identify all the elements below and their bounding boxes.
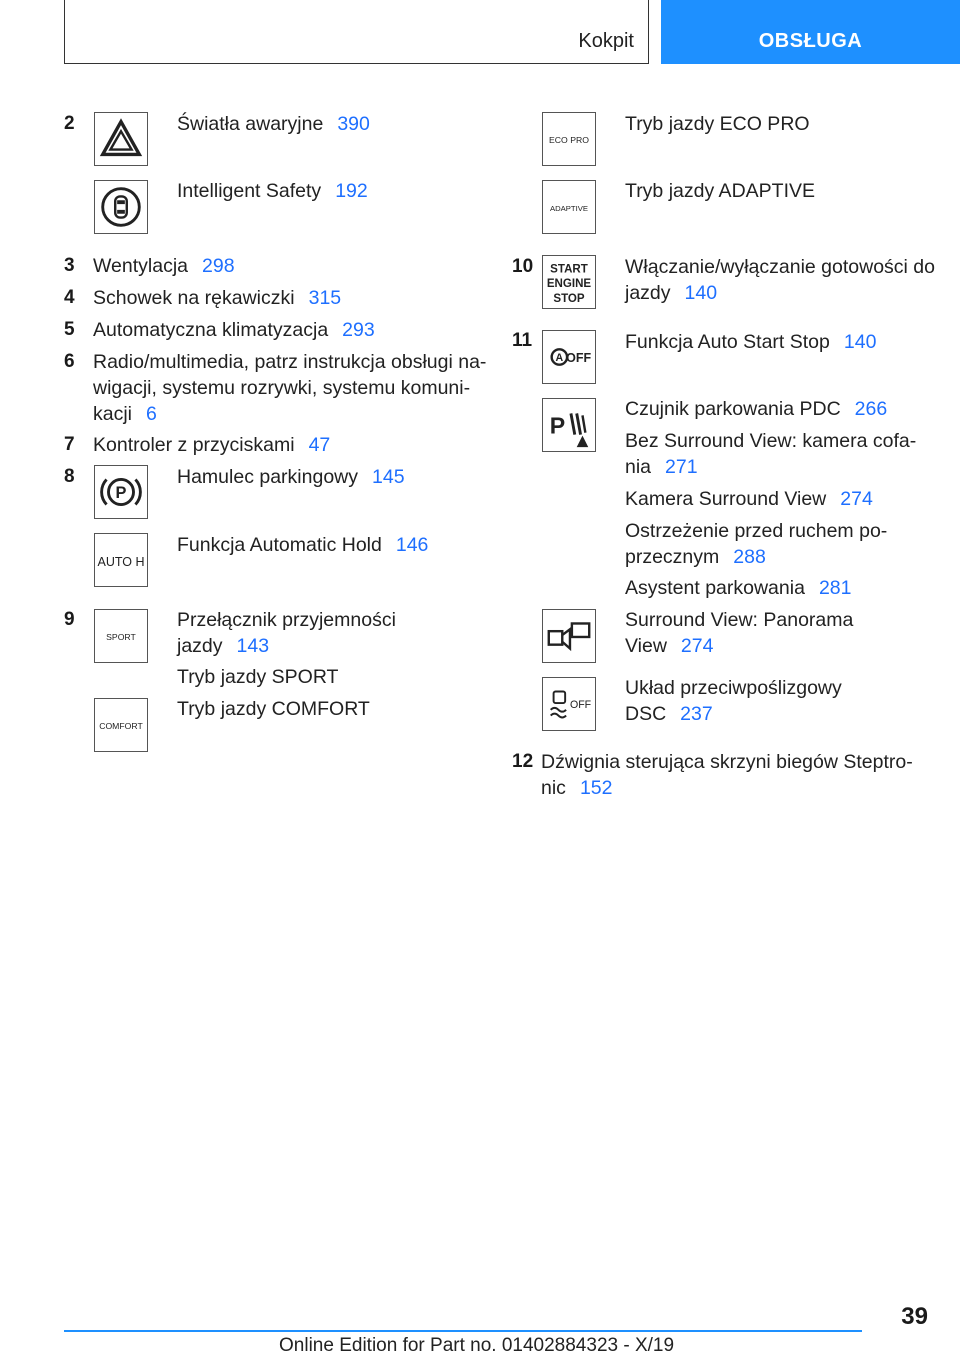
- item-number: 9: [64, 609, 75, 630]
- page-link[interactable]: 146: [395, 534, 429, 556]
- item-text: Kamera Surround View 274: [625, 488, 873, 510]
- header-chapter-tab[interactable]: [661, 0, 960, 64]
- item-text: Wentylacja 298: [93, 255, 235, 277]
- item-number: 5: [64, 319, 75, 340]
- item-number: 11: [512, 330, 533, 351]
- page-link[interactable]: 281: [818, 577, 852, 599]
- item-text: Radio/multimedia, patrz instrukcja obsługi na- wigacji, systemu rozrywki, systemu komuni- kacji 6: [93, 351, 487, 425]
- item-text: Układ przeciwpoślizgowy DSC 237: [625, 677, 842, 725]
- page-link[interactable]: 274: [680, 635, 714, 657]
- item-text: Tryb jazdy COMFORT: [177, 698, 370, 720]
- svg-text:ECO PRO: ECO PRO: [549, 134, 589, 145]
- page-link[interactable]: 288: [733, 546, 766, 568]
- svg-text:ENGINE: ENGINE: [546, 277, 592, 290]
- item-text: Dźwignia sterująca skrzyni biegów Steptro- nic 152: [541, 751, 913, 799]
- page-link[interactable]: 266: [854, 398, 888, 420]
- header-chapter: OBSŁUGA: [758, 30, 863, 52]
- item-text: Tryb jazdy SPORT: [177, 666, 339, 688]
- page-link[interactable]: 237: [680, 703, 713, 725]
- item-text: Hamulec parkingowy 145: [177, 466, 405, 488]
- item-text: Włączanie/wyłączanie gotowości do jazdy 140: [625, 256, 935, 304]
- item-text: Tryb jazdy ECO PRO: [625, 113, 810, 135]
- item-number: 3: [64, 255, 75, 276]
- footer-edition: Online Edition for Part no. 01402884323 - X/19: [279, 1335, 675, 1356]
- comfort-mode-icon: [94, 698, 148, 752]
- hazard-lights-icon: [94, 112, 148, 166]
- svg-text:P: P: [549, 412, 566, 439]
- svg-text:SPORT: SPORT: [106, 631, 136, 642]
- item-number: 8: [64, 466, 75, 487]
- page-link[interactable]: 271: [665, 456, 698, 478]
- adaptive-mode-icon: [542, 180, 596, 234]
- item-text: Światła awaryjne 390: [177, 113, 370, 135]
- parking-brake-icon: [94, 465, 148, 519]
- park-distance-control-icon: [542, 398, 596, 452]
- auto-hold-icon: [94, 533, 148, 587]
- dsc-off-icon: [542, 677, 596, 731]
- page-link[interactable]: 143: [236, 635, 270, 657]
- svg-text:ADAPTIVE: ADAPTIVE: [549, 203, 589, 213]
- svg-text:COMFORT: COMFORT: [99, 720, 143, 731]
- page-link[interactable]: 140: [684, 282, 718, 304]
- item-number: 2: [64, 113, 75, 134]
- header-section-box: [64, 0, 649, 64]
- item-text: Asystent parkowania 281: [625, 577, 852, 599]
- item-text: Przełącznik przyjemności jazdy 143: [177, 609, 396, 657]
- item-text: Czujnik parkowania PDC 266: [625, 398, 888, 420]
- svg-text:OFF: OFF: [569, 698, 592, 711]
- auto-start-stop-icon: [542, 330, 596, 384]
- svg-text:P: P: [115, 483, 127, 502]
- page-link[interactable]: 315: [308, 287, 342, 309]
- page-link[interactable]: 293: [342, 319, 375, 341]
- item-number: 12: [512, 751, 534, 772]
- item-number: 4: [64, 287, 75, 308]
- svg-text:A: A: [555, 351, 564, 364]
- item-text: Intelligent Safety 192: [177, 180, 368, 202]
- page-link[interactable]: 390: [337, 113, 370, 135]
- page-link[interactable]: 152: [579, 777, 613, 799]
- item-number: 7: [64, 434, 75, 455]
- start-stop-engine-icon: [542, 255, 596, 309]
- svg-text:AUTO H: AUTO H: [97, 554, 145, 569]
- svg-text:STOP: STOP: [553, 293, 585, 306]
- item-text: Bez Surround View: kamera cofa- nia 271: [625, 430, 917, 478]
- item-number: 10: [512, 256, 534, 277]
- surround-view-camera-icon: [542, 609, 596, 663]
- page-link[interactable]: 192: [335, 180, 368, 202]
- page-link[interactable]: 140: [843, 331, 877, 353]
- item-text: Automatyczna klimatyzacja 293: [93, 319, 375, 341]
- page-link[interactable]: 6: [146, 403, 157, 425]
- item-text: Ostrzeżenie przed ruchem po- przecznym 288: [625, 520, 888, 568]
- item-number: 6: [64, 351, 75, 372]
- item-text: Funkcja Auto Start Stop 140: [625, 331, 877, 353]
- item-text: Funkcja Automatic Hold 146: [177, 534, 429, 556]
- eco-pro-mode-icon: [542, 112, 596, 166]
- svg-text:START: START: [550, 263, 588, 276]
- page-link[interactable]: 298: [202, 255, 235, 277]
- svg-text:OFF: OFF: [566, 350, 592, 365]
- item-text: Schowek na rękawiczki 315: [93, 287, 342, 309]
- page-link[interactable]: 145: [372, 466, 405, 488]
- sport-mode-icon: [94, 609, 148, 663]
- item-text: Surround View: Panorama View 274: [625, 609, 854, 657]
- page-number: 39: [901, 1303, 928, 1330]
- item-text: Kontroler z przyciskami 47: [93, 434, 331, 456]
- intelligent-safety-icon: [94, 180, 148, 234]
- footer-divider: [64, 1330, 862, 1332]
- header-section: Kokpit: [578, 30, 634, 52]
- item-text: Tryb jazdy ADAPTIVE: [625, 180, 816, 202]
- page-link[interactable]: 47: [308, 434, 331, 456]
- page-link[interactable]: 274: [840, 488, 873, 510]
